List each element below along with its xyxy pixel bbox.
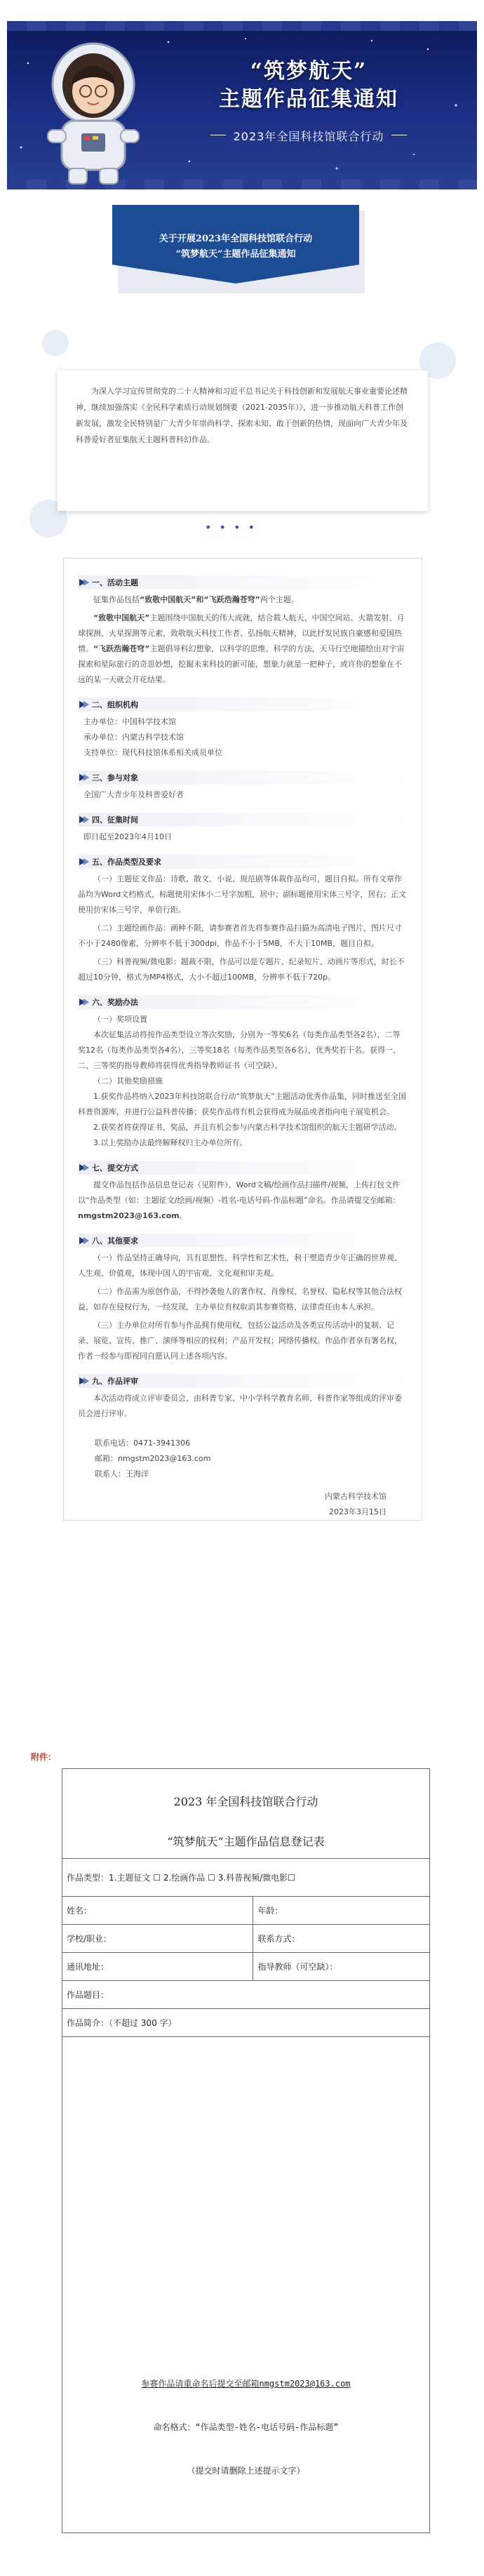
summary-label: 作品简介：（不超过 300 字） — [67, 2018, 177, 2028]
award-text: 3.以上奖励办法最终解释权归主办单位所有。 — [93, 1138, 248, 1147]
form-note-remove: （提交时请删除上述提示文字） — [187, 2466, 305, 2476]
text-bold: “飞跃浩瀚苍穹” — [93, 644, 150, 653]
contact-phone: 联系电话：0471-3941306 — [95, 1439, 190, 1448]
notice-title-line2: “筑梦航天”主题作品征集通知 — [175, 249, 296, 260]
header-banner — [7, 21, 477, 189]
form-teacher-cell[interactable] — [253, 1953, 430, 1981]
section-awards — [78, 995, 408, 1151]
section-time — [78, 813, 408, 845]
text: 主题倡导科幻想象，以科学的思维、科学的方法，天马行空地描绘出对宇宙探索和星际旅行的奇思妙想，挖掘未来科技的新可能，想象力就是一把种子，或许你的想象在不远的某一天就会开花结果。 — [78, 644, 405, 684]
section-title: 三、参与对象 — [92, 773, 138, 782]
section-title: 六、奖励办法 — [92, 998, 138, 1007]
form-note-format: 命名格式：“作品类型-姓名-电话号码-作品标题” — [153, 2422, 339, 2432]
award-text: 1.获奖作品将纳入2023年科技馆联合行动“筑梦航天”主题活动优秀作品集，同时推送至全国科普资源库，并进行公益科普传播；获奖作品将有机会获得成为展品或者指向电子展览机会。 — [78, 1092, 406, 1116]
type-label: 作品类型： — [67, 1873, 109, 1883]
attachment-label: 附件： — [31, 1752, 57, 1762]
form-title: 2023 年全国科技馆联合行动 — [173, 1795, 318, 1808]
organizer-host: 主办单位：中国科学技术馆 — [83, 717, 176, 726]
form-summary-cell[interactable] — [62, 2009, 430, 2037]
section-requirements — [78, 855, 408, 985]
award-text: 2.获奖者将获得证书、奖品，并且有机会参与内蒙古科学技术馆组织的航天主题研学活动。 — [93, 1123, 402, 1132]
form-name-cell[interactable] — [62, 1897, 253, 1925]
section-header — [78, 1374, 408, 1388]
other-text: （二）作品需为原创作品，不得抄袭他人的著作权、肖像权、名誉权、隐私权等其他合法权益，如存在侵权行为，一经发现，主办单位有权取消其参赛资格，法律责任由本人承担。 — [78, 1287, 402, 1312]
award-subheading: （一）奖项设置 — [93, 1015, 147, 1024]
requirement-video: （三）科普视频/微电影：题裁不限，作品可以是专题片、纪录短片、动画片等形式，时长不超过10分钟，格式为MP4格式，大小不超过100MB，分辨率不低于720p。 — [78, 957, 405, 982]
section-header — [78, 698, 408, 712]
organizer-undertaker: 承办单位：内蒙古科学技术馆 — [83, 733, 184, 742]
section-title: 七、提交方式 — [92, 1163, 138, 1173]
form-type-row[interactable] — [62, 1859, 430, 1897]
signature-org: 内蒙古科学技术馆 — [325, 1492, 386, 1501]
section-theme — [78, 575, 408, 688]
arrow-marker-icon — [78, 575, 89, 589]
signature-date: 2023年3月15日 — [329, 1507, 386, 1516]
teacher-label: 指导教师（可空缺）： — [257, 1962, 338, 1972]
notice-title — [112, 232, 359, 262]
arrow-marker-icon — [78, 855, 89, 869]
intro-text: 为深入学习宣传贯彻党的二十大精神和习近平总书记关于科技创新和发展航天事业重要论述精神，继续加强落实《全民科学素质行动规划纲要（2021-2035年）》，进一步推动航天科普工作创新发展，激发全民特别是广大青少年崇尚科学、探索未知、敢于创新的热情，现面向广大青少年及科普爱好者征集航天主题科普科幻作品。 — [76, 387, 408, 444]
text: 两个主题。 — [260, 595, 299, 604]
time-text: 即日起至2023年4月10日 — [83, 832, 172, 841]
arrow-marker-icon — [78, 1374, 89, 1388]
section-title: 九、作品评审 — [92, 1377, 138, 1386]
text: 提交作品包括作品信息登记表（见附件）、Word文稿/绘画作品扫描件/视频，上传打包文件以“作品类型（如：主题征文/绘画/视频）-姓名-电话号码-作品标题”命名。作品请提交至邮箱： — [78, 1180, 401, 1205]
other-text: （三）主办单位对所有参与作品拥有使用权，包括公益活动及各类宣传活动中的复制、记录、展览、宣传、推广、演绎等相应的权利；产品开发权；网络传播权。作品作者享有署名权，作者一经参与即视同自愿认同上述各项内容。 — [78, 1321, 402, 1361]
arrow-marker-icon — [78, 1234, 89, 1248]
submission-email[interactable]: nmgstm2023@163.com — [78, 1211, 180, 1220]
school-label: 学校/职业： — [67, 1934, 112, 1944]
award-text: 本次征集活动将按作品类型设立等次奖励，分别为一等奖6名（每类作品类型各2名），二等奖12名（每类作品类型各4名），三等奖18名（每类作品类型各6名），优秀奖若干名。获得一、二、三等奖的指导教师将获得优秀指导教师证书（可空缺）。 — [78, 1030, 401, 1070]
text: 主题围绕中国航天的伟大成就，结合载人航天、中国空间站、火箭发射、月球探测、火星探测等元素，致敬航天科技工作者、弘扬航天精神，以此抒发民族自豪感和爱国热情。 — [78, 613, 405, 653]
organizer-support: 支持单位：现代科技馆体系相关成员单位 — [83, 748, 222, 757]
banner-title-line2: 主题作品征集通知 — [219, 87, 398, 112]
section-title: 二、组织机构 — [92, 700, 138, 709]
work-title-label: 作品题目： — [67, 1990, 109, 2000]
section-title: 五、作品类型及要求 — [92, 857, 161, 867]
form-subtitle: “筑梦航天”主题作品信息登记表 — [167, 1835, 325, 1848]
review-text: 本次活动将成立评审委员会，由科普专家、中小学科学教育名师、科普作家等组成的评审委员会进行评审。 — [78, 1394, 402, 1418]
registration-form-table — [62, 1858, 430, 2037]
form-address-cell[interactable] — [62, 1953, 253, 1981]
award-subheading: （二）其他奖励措施 — [93, 1076, 163, 1086]
contact-label: 联系方式： — [257, 1934, 300, 1944]
text-bold: “致敬中国航天”和“飞跃浩瀚苍穹” — [140, 595, 260, 604]
section-header — [78, 1161, 408, 1175]
arrow-marker-icon — [78, 1161, 89, 1175]
section-title: 一、活动主题 — [92, 578, 138, 587]
section-title: 四、征集时间 — [92, 815, 138, 825]
section-header — [78, 813, 408, 827]
section-organizers — [78, 698, 408, 761]
pagination-dots: • • • • — [205, 521, 257, 534]
arrow-marker-icon — [78, 698, 89, 712]
form-work-title-cell[interactable] — [62, 1981, 430, 2009]
form-contact-cell[interactable] — [253, 1925, 430, 1953]
contact-block — [78, 1436, 408, 1482]
arrow-marker-icon — [78, 770, 89, 785]
decor-bubble — [42, 330, 69, 356]
form-note-email: 参赛作品请重命名后提交至邮箱nmgstm2023@163.com — [141, 2379, 351, 2389]
section-other — [78, 1234, 408, 1364]
intro-card — [58, 371, 428, 511]
arrow-marker-icon — [78, 995, 89, 1009]
section-participants — [78, 770, 408, 803]
banner-title-line1: “筑梦航天” — [250, 59, 368, 84]
section-header — [78, 575, 408, 589]
requirement-essay: （一）主题征文作品：诗歌、散文、小说、规范剧等体裁作品均可，题目自拟。所有文章作品均为Word文档格式，标题使用宋体小二号字加粗，居中；副标题使用宋体三号字，居右；正文使用仿宋体三号字，单倍行距。 — [78, 874, 407, 914]
section-header — [78, 855, 408, 869]
article-body — [63, 558, 422, 1521]
section-review — [78, 1374, 408, 1422]
form-age-cell[interactable] — [253, 1897, 430, 1925]
address-label: 通讯地址： — [67, 1962, 109, 1972]
arrow-marker-icon — [78, 813, 89, 827]
banner-top-frame — [7, 21, 477, 31]
section-submission — [78, 1161, 408, 1224]
participants-text: 全国广大青少年及科普爱好者 — [83, 790, 184, 799]
text-bold: “致敬中国航天” — [93, 613, 150, 622]
text: 征集作品包括 — [93, 595, 140, 604]
astronaut-illustration — [41, 35, 146, 186]
notice-title-line1: 关于开展2023年全国科技馆联合行动 — [159, 234, 313, 244]
requirement-painting: （二）主题绘画作品：画种不限，请参赛者首先将参赛作品扫描为高清电子图片，图片尺寸不小于2480像素，分辨率不低于300dpi，作品不小于5MB，不大于10MB，题目自拟。 — [78, 923, 402, 948]
section-header — [78, 1234, 408, 1248]
section-title: 八、其他要求 — [92, 1236, 138, 1246]
section-header — [78, 770, 408, 785]
other-text: （一）作品坚持正确导向，具有思想性、科学性和艺术性，利于塑造青少年正确的世界观、人生观、价值观，体现中国人的宇宙观、文化观和审美观。 — [78, 1253, 402, 1278]
text: 。 — [179, 1211, 187, 1220]
age-label: 年龄： — [257, 1906, 283, 1916]
banner-subtitle: 2023年全国科技馆联合行动 — [217, 128, 400, 144]
type-options[interactable]: 1.主题征文 ☐ 2.绘画作品 ☐ 3.科普视频/微电影☐ — [109, 1873, 295, 1883]
contact-email[interactable]: 邮箱：nmgstm2023@163.com — [95, 1454, 211, 1463]
section-header — [78, 995, 408, 1009]
banner-title — [154, 58, 463, 114]
signature-block — [78, 1489, 408, 1520]
contact-person: 联系人：王海洋 — [95, 1469, 149, 1479]
form-school-cell[interactable] — [62, 1925, 253, 1953]
name-label: 姓名： — [67, 1906, 93, 1916]
